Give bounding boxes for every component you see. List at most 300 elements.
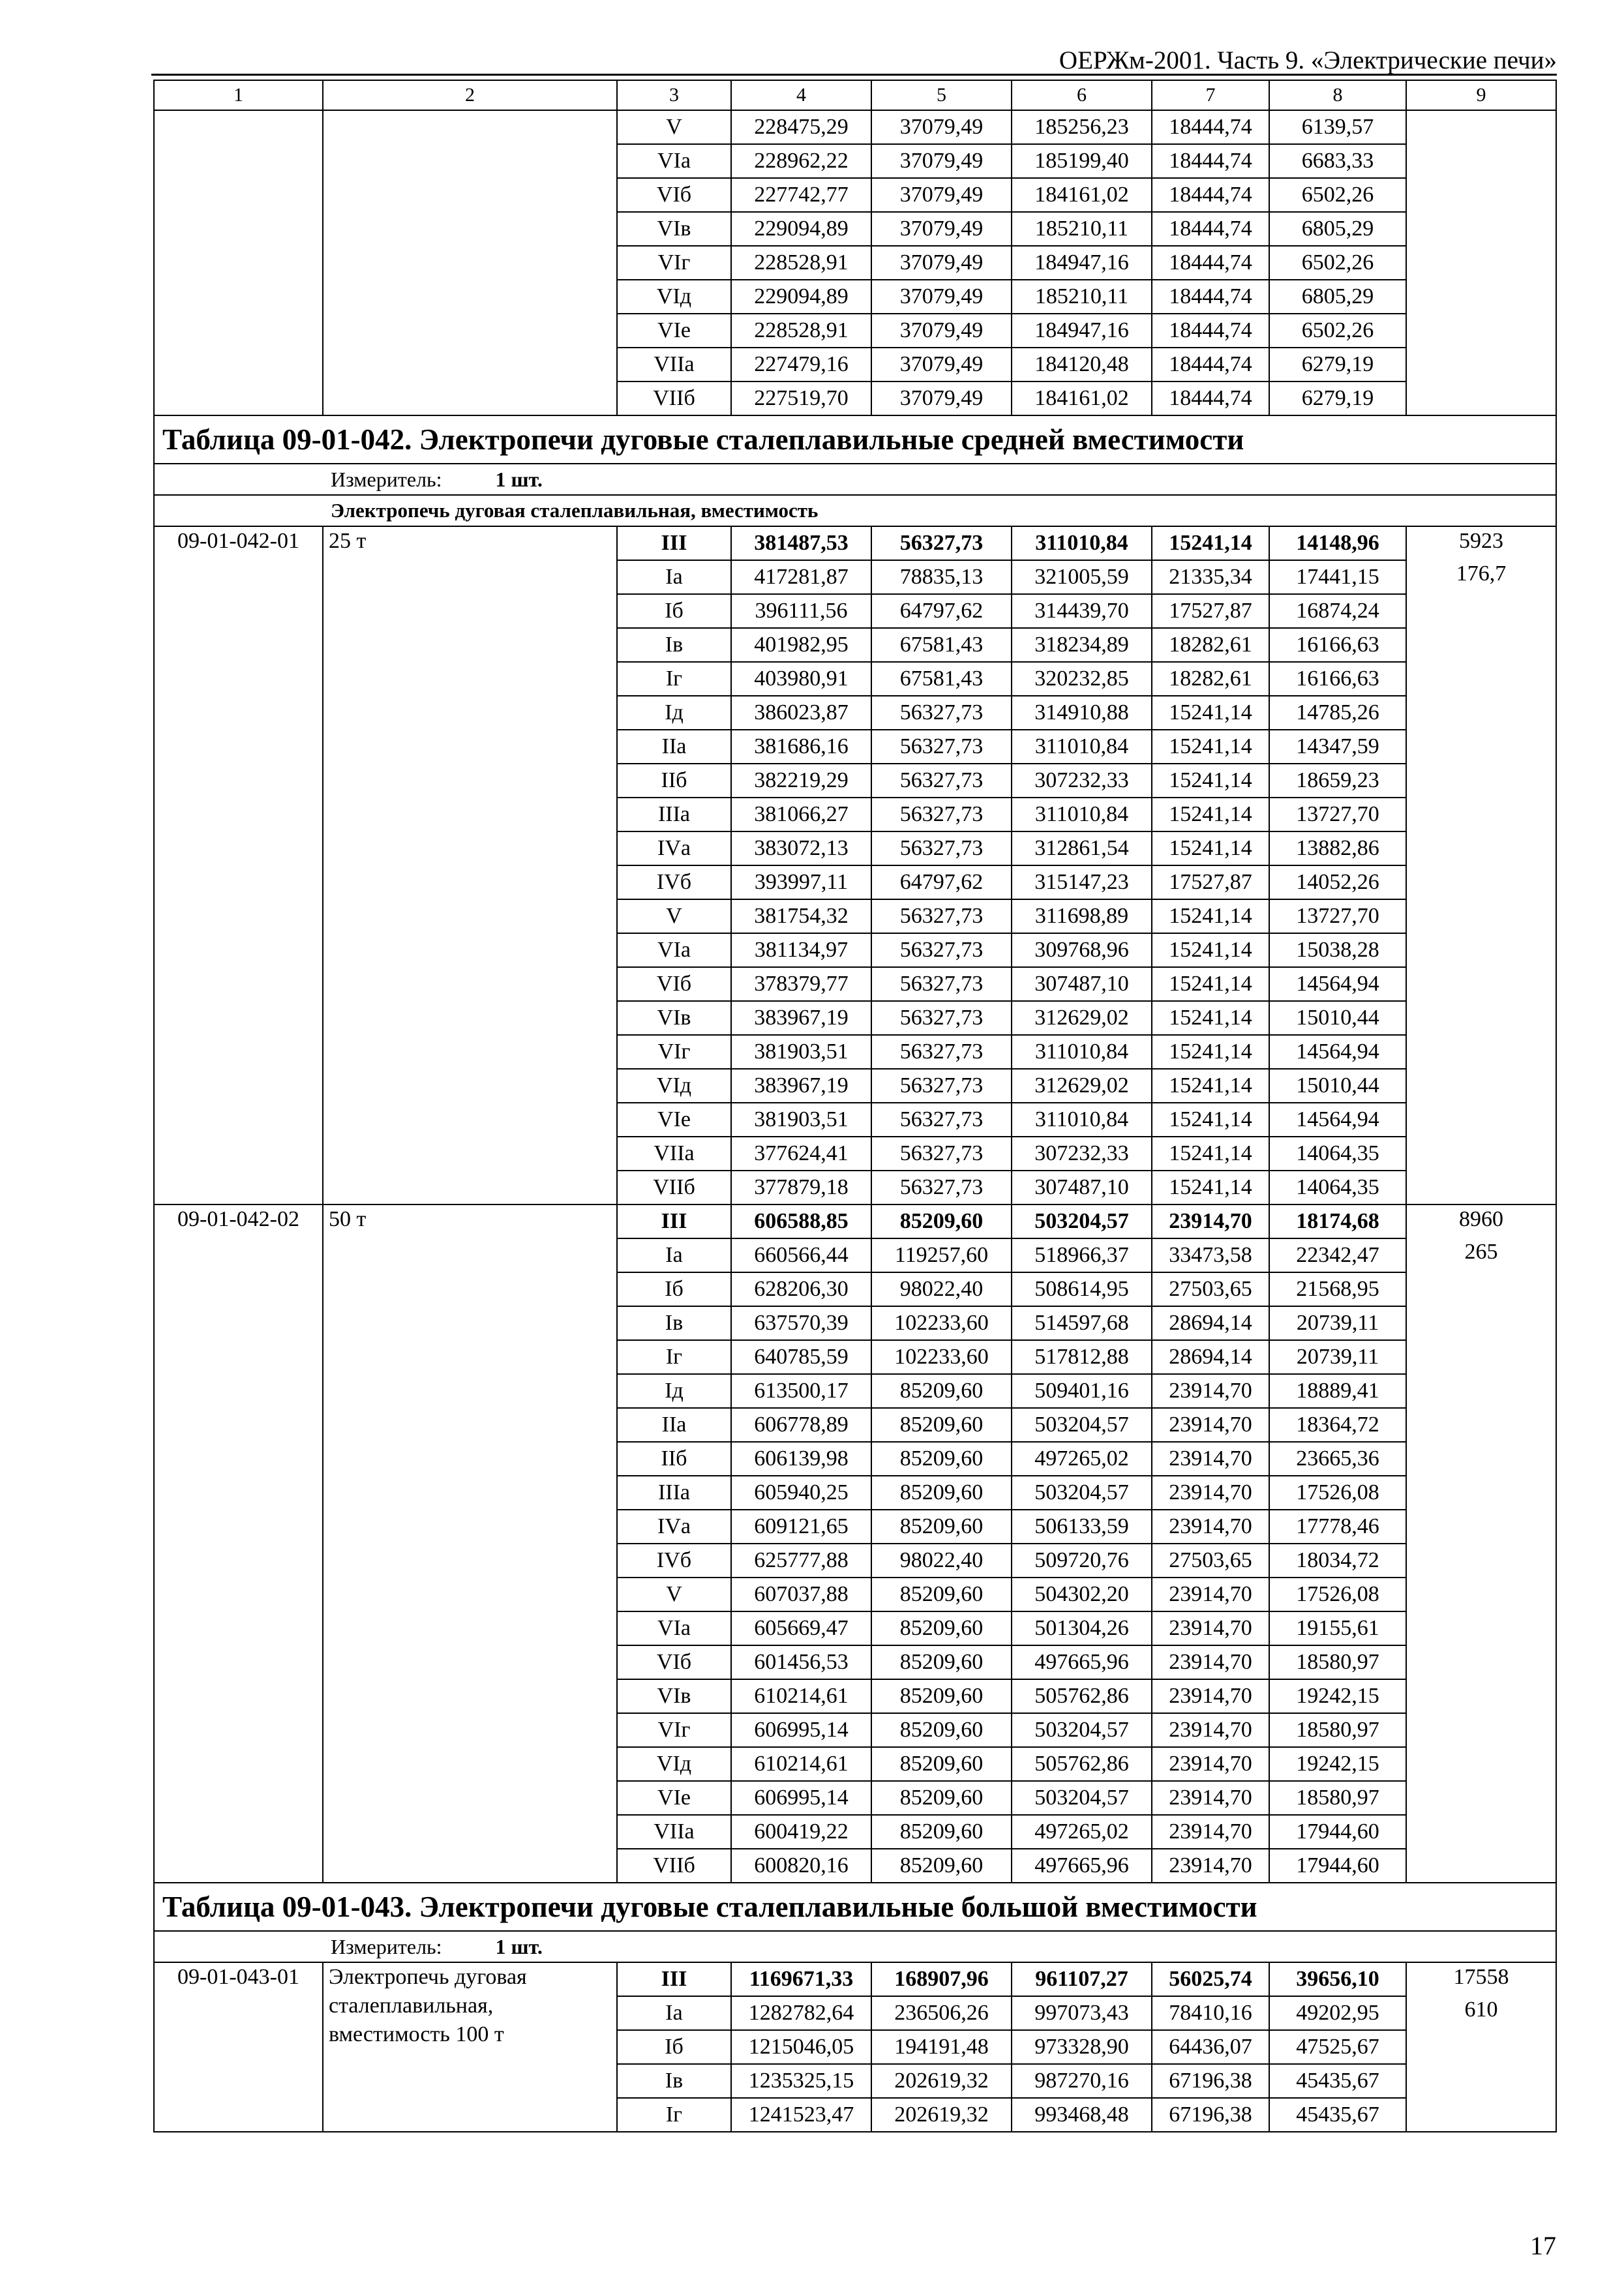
value-cell: 37079,49 [871, 144, 1012, 178]
value-cell: 503204,57 [1012, 1408, 1152, 1442]
zone-cell: V [617, 899, 731, 933]
value-cell: 312629,02 [1012, 1001, 1152, 1035]
value-cell: 227479,16 [731, 348, 871, 382]
value-cell: 22342,47 [1269, 1238, 1406, 1272]
value-cell: 23914,70 [1152, 1781, 1269, 1815]
value-cell: 6279,19 [1269, 382, 1406, 415]
value-cell: 23914,70 [1152, 1611, 1269, 1645]
value-cell: 185210,11 [1012, 212, 1152, 246]
value-cell: 18444,74 [1152, 382, 1269, 415]
zone-cell: Iа [617, 1996, 731, 2030]
value-cell: 503204,57 [1012, 1476, 1152, 1510]
value-cell: 227742,77 [731, 178, 871, 212]
name-cell [323, 110, 617, 415]
value-cell: 497265,02 [1012, 1442, 1152, 1476]
value-cell: 56327,73 [871, 1171, 1012, 1204]
value-cell: 14564,94 [1269, 1103, 1406, 1137]
zone-cell: IVб [617, 1544, 731, 1578]
value-cell: 168907,96 [871, 1962, 1012, 1996]
value-cell: 14064,35 [1269, 1137, 1406, 1171]
value-cell: 202619,32 [871, 2064, 1012, 2098]
value-cell: 23914,70 [1152, 1645, 1269, 1679]
value-cell: 37079,49 [871, 314, 1012, 348]
value-cell: 15038,28 [1269, 933, 1406, 967]
zone-cell: Iв [617, 1306, 731, 1340]
value-cell: 23914,70 [1152, 1713, 1269, 1747]
value-cell: 1215046,05 [731, 2030, 871, 2064]
value-cell: 37079,49 [871, 212, 1012, 246]
value-cell: 15241,14 [1152, 1069, 1269, 1103]
value-cell: 605940,25 [731, 1476, 871, 1510]
value-cell: 381903,51 [731, 1035, 871, 1069]
value-cell: 606995,14 [731, 1781, 871, 1815]
value-cell: 21568,95 [1269, 1272, 1406, 1306]
resource-cell [1406, 1204, 1556, 1883]
table-title: Таблица 09-01-042. Электропечи дуговые сталеплавильные средней вместимости [154, 415, 1556, 464]
value-cell: 318234,89 [1012, 628, 1152, 662]
column-number-cell: 3 [617, 80, 731, 110]
value-cell: 401982,95 [731, 628, 871, 662]
value-cell: 312861,54 [1012, 831, 1152, 865]
value-cell: 312629,02 [1012, 1069, 1152, 1103]
zone-cell: IIб [617, 1442, 731, 1476]
value-cell: 15241,14 [1152, 1137, 1269, 1171]
value-cell: 18580,97 [1269, 1713, 1406, 1747]
zone-cell: VIд [617, 1747, 731, 1781]
value-cell: 185210,11 [1012, 280, 1152, 314]
value-cell: 56327,73 [871, 831, 1012, 865]
value-cell: 18444,74 [1152, 246, 1269, 280]
value-cell: 973328,90 [1012, 2030, 1152, 2064]
zone-cell: III [617, 1962, 731, 1996]
column-number-cell: 8 [1269, 80, 1406, 110]
value-cell: 14052,26 [1269, 865, 1406, 899]
value-cell: 505762,86 [1012, 1747, 1152, 1781]
value-cell: 378379,77 [731, 967, 871, 1001]
value-cell: 56327,73 [871, 730, 1012, 764]
value-cell: 78835,13 [871, 560, 1012, 594]
value-cell: 85209,60 [871, 1747, 1012, 1781]
zone-cell: Iг [617, 1340, 731, 1374]
zone-cell: Iв [617, 628, 731, 662]
section-subtitle: Электропечь дуговая сталеплавильная, вместимость [154, 495, 1556, 526]
resource-value: 8960 [1459, 1207, 1503, 1231]
header-rule [151, 74, 1557, 76]
value-cell: 47525,67 [1269, 2030, 1406, 2064]
page-number: 17 [1530, 2231, 1556, 2260]
value-cell: 49202,95 [1269, 1996, 1406, 2030]
item-code: 09-01-042-02 [154, 1204, 323, 1883]
zone-cell: VIд [617, 1069, 731, 1103]
item-code: 09-01-042-01 [154, 526, 323, 1204]
zone-cell: VIв [617, 212, 731, 246]
resource-cell [1406, 110, 1556, 415]
value-cell: 102233,60 [871, 1306, 1012, 1340]
value-cell: 497665,96 [1012, 1849, 1152, 1883]
value-cell: 15241,14 [1152, 696, 1269, 730]
zone-cell: VIIб [617, 1849, 731, 1883]
value-cell: 85209,60 [871, 1849, 1012, 1883]
value-cell: 610214,61 [731, 1747, 871, 1781]
resource-value: 17558 [1453, 1965, 1509, 1989]
value-cell: 993468,48 [1012, 2098, 1152, 2132]
value-cell: 18444,74 [1152, 110, 1269, 144]
zone-cell: IVб [617, 865, 731, 899]
value-cell: 314439,70 [1012, 594, 1152, 628]
zone-cell: IIIа [617, 798, 731, 831]
value-cell: 383967,19 [731, 1001, 871, 1035]
zone-cell: Iг [617, 662, 731, 696]
value-cell: 600419,22 [731, 1815, 871, 1849]
value-cell: 19242,15 [1269, 1679, 1406, 1713]
value-cell: 307487,10 [1012, 1171, 1152, 1204]
value-cell: 37079,49 [871, 280, 1012, 314]
zone-cell: Iг [617, 2098, 731, 2132]
value-cell: 17527,87 [1152, 594, 1269, 628]
value-cell: 64797,62 [871, 594, 1012, 628]
zone-cell: VIе [617, 1103, 731, 1137]
value-cell: 509401,16 [1012, 1374, 1152, 1408]
value-cell: 23665,36 [1269, 1442, 1406, 1476]
resource-cell [1406, 526, 1556, 1204]
value-cell: 6502,26 [1269, 314, 1406, 348]
value-cell: 15241,14 [1152, 730, 1269, 764]
value-cell: 307232,33 [1012, 764, 1152, 798]
value-cell: 18364,72 [1269, 1408, 1406, 1442]
value-cell: 64797,62 [871, 865, 1012, 899]
value-cell: 6805,29 [1269, 280, 1406, 314]
zone-cell: VIа [617, 144, 731, 178]
value-cell: 85209,60 [871, 1374, 1012, 1408]
value-cell: 13727,70 [1269, 899, 1406, 933]
value-cell: 503204,57 [1012, 1713, 1152, 1747]
value-cell: 85209,60 [871, 1510, 1012, 1544]
item-name: 25 т [323, 526, 617, 1204]
unit-value: 1 шт. [495, 468, 543, 491]
value-cell: 45435,67 [1269, 2098, 1406, 2132]
zone-cell: Iб [617, 1272, 731, 1306]
value-cell: 56025,74 [1152, 1962, 1269, 1996]
resource-value: 176,7 [1456, 561, 1507, 586]
value-cell: 228475,29 [731, 110, 871, 144]
value-cell: 606995,14 [731, 1713, 871, 1747]
value-cell: 637570,39 [731, 1306, 871, 1340]
resource-value: 5923 [1459, 529, 1503, 553]
value-cell: 20739,11 [1269, 1306, 1406, 1340]
value-cell: 56327,73 [871, 764, 1012, 798]
value-cell: 16166,63 [1269, 628, 1406, 662]
zone-cell: VIб [617, 1645, 731, 1679]
unit-label: Измеритель: [331, 1935, 442, 1958]
value-cell: 37079,49 [871, 246, 1012, 280]
value-cell: 382219,29 [731, 764, 871, 798]
zone-cell: Iв [617, 2064, 731, 2098]
value-cell: 321005,59 [1012, 560, 1152, 594]
value-cell: 102233,60 [871, 1340, 1012, 1374]
value-cell: 660566,44 [731, 1238, 871, 1272]
value-cell: 15241,14 [1152, 764, 1269, 798]
value-cell: 315147,23 [1012, 865, 1152, 899]
value-cell: 307232,33 [1012, 1137, 1152, 1171]
value-cell: 6139,57 [1269, 110, 1406, 144]
value-cell: 17526,08 [1269, 1578, 1406, 1611]
zone-cell: IIа [617, 730, 731, 764]
value-cell: 85209,60 [871, 1713, 1012, 1747]
value-cell: 184947,16 [1012, 246, 1152, 280]
zone-cell: Iа [617, 560, 731, 594]
value-cell: 23914,70 [1152, 1374, 1269, 1408]
value-cell: 383072,13 [731, 831, 871, 865]
value-cell: 6805,29 [1269, 212, 1406, 246]
unit-value: 1 шт. [495, 1935, 543, 1958]
value-cell: 18282,61 [1152, 628, 1269, 662]
value-cell: 15241,14 [1152, 831, 1269, 865]
value-cell: 23914,70 [1152, 1204, 1269, 1238]
item-code: 09-01-043-01 [154, 1962, 323, 2132]
value-cell: 56327,73 [871, 933, 1012, 967]
value-cell: 320232,85 [1012, 662, 1152, 696]
value-cell: 381903,51 [731, 1103, 871, 1137]
value-cell: 67581,43 [871, 662, 1012, 696]
value-cell: 396111,56 [731, 594, 871, 628]
value-cell: 28694,14 [1152, 1340, 1269, 1374]
value-cell: 518966,37 [1012, 1238, 1152, 1272]
value-cell: 1241523,47 [731, 2098, 871, 2132]
value-cell: 18580,97 [1269, 1645, 1406, 1679]
value-cell: 18659,23 [1269, 764, 1406, 798]
value-cell: 23914,70 [1152, 1578, 1269, 1611]
value-cell: 381754,32 [731, 899, 871, 933]
value-cell: 37079,49 [871, 110, 1012, 144]
value-cell: 37079,49 [871, 382, 1012, 415]
value-cell: 227519,70 [731, 382, 871, 415]
value-cell: 607037,88 [731, 1578, 871, 1611]
value-cell: 504302,20 [1012, 1578, 1152, 1611]
value-cell: 85209,60 [871, 1408, 1012, 1442]
zone-cell: VIа [617, 1611, 731, 1645]
value-cell: 613500,17 [731, 1374, 871, 1408]
value-cell: 314910,88 [1012, 696, 1152, 730]
running-header-title: ОЕРЖм-2001. Часть 9. «Электрические печи» [1059, 46, 1557, 74]
value-cell: 625777,88 [731, 1544, 871, 1578]
value-cell: 605669,47 [731, 1611, 871, 1645]
value-cell: 497665,96 [1012, 1645, 1152, 1679]
column-number-cell: 4 [731, 80, 871, 110]
value-cell: 640785,59 [731, 1340, 871, 1374]
zone-cell: Iа [617, 1238, 731, 1272]
value-cell: 21335,34 [1152, 560, 1269, 594]
value-cell: 67196,38 [1152, 2098, 1269, 2132]
value-cell: 987270,16 [1012, 2064, 1152, 2098]
value-cell: 37079,49 [871, 348, 1012, 382]
item-name: 50 т [323, 1204, 617, 1883]
value-cell: 15241,14 [1152, 1035, 1269, 1069]
column-number-cell: 7 [1152, 80, 1269, 110]
value-cell: 56327,73 [871, 1137, 1012, 1171]
value-cell: 610214,61 [731, 1679, 871, 1713]
value-cell: 501304,26 [1012, 1611, 1152, 1645]
table-title-row [154, 1883, 1556, 1931]
value-cell: 18174,68 [1269, 1204, 1406, 1238]
zone-cell: VIг [617, 1713, 731, 1747]
resource-value: 265 [1464, 1240, 1498, 1264]
zone-cell: Iд [617, 696, 731, 730]
value-cell: 503204,57 [1012, 1781, 1152, 1815]
value-cell: 311010,84 [1012, 1103, 1152, 1137]
value-cell: 506133,59 [1012, 1510, 1152, 1544]
zone-cell: VIг [617, 246, 731, 280]
value-cell: 13882,86 [1269, 831, 1406, 865]
table-row [154, 1962, 1556, 1996]
value-cell: 56327,73 [871, 1103, 1012, 1137]
value-cell: 17441,15 [1269, 560, 1406, 594]
value-cell: 311010,84 [1012, 1035, 1152, 1069]
value-cell: 17526,08 [1269, 1476, 1406, 1510]
value-cell: 514597,68 [1012, 1306, 1152, 1340]
zone-cell: VIIб [617, 382, 731, 415]
value-cell: 307487,10 [1012, 967, 1152, 1001]
value-cell: 85209,60 [871, 1815, 1012, 1849]
zone-cell: VIа [617, 933, 731, 967]
value-cell: 377624,41 [731, 1137, 871, 1171]
value-cell: 184161,02 [1012, 178, 1152, 212]
price-table-body [154, 80, 1556, 2132]
value-cell: 85209,60 [871, 1781, 1012, 1815]
unit-cell [154, 464, 1556, 495]
value-cell: 997073,43 [1012, 1996, 1152, 2030]
value-cell: 23914,70 [1152, 1408, 1269, 1442]
value-cell: 184947,16 [1012, 314, 1152, 348]
value-cell: 18444,74 [1152, 314, 1269, 348]
subtitle-row [154, 495, 1556, 526]
value-cell: 228962,22 [731, 144, 871, 178]
zone-cell: IIа [617, 1408, 731, 1442]
value-cell: 28694,14 [1152, 1306, 1269, 1340]
value-cell: 85209,60 [871, 1476, 1012, 1510]
table-row [154, 110, 1556, 144]
value-cell: 417281,87 [731, 560, 871, 594]
value-cell: 119257,60 [871, 1238, 1012, 1272]
value-cell: 19242,15 [1269, 1747, 1406, 1781]
value-cell: 393997,11 [731, 865, 871, 899]
value-cell: 23914,70 [1152, 1679, 1269, 1713]
value-cell: 85209,60 [871, 1611, 1012, 1645]
unit-cell [154, 1931, 1556, 1962]
value-cell: 56327,73 [871, 696, 1012, 730]
value-cell: 15241,14 [1152, 967, 1269, 1001]
zone-cell: VIб [617, 967, 731, 1001]
value-cell: 23914,70 [1152, 1510, 1269, 1544]
value-cell: 311010,84 [1012, 730, 1152, 764]
column-number-cell: 5 [871, 80, 1012, 110]
value-cell: 381066,27 [731, 798, 871, 831]
value-cell: 27503,65 [1152, 1272, 1269, 1306]
table-row [154, 526, 1556, 560]
zone-cell: VIе [617, 314, 731, 348]
value-cell: 381487,53 [731, 526, 871, 560]
zone-cell: IIIа [617, 1476, 731, 1510]
value-cell: 15241,14 [1152, 798, 1269, 831]
value-cell: 381686,16 [731, 730, 871, 764]
value-cell: 18580,97 [1269, 1781, 1406, 1815]
zone-cell: Iб [617, 2030, 731, 2064]
value-cell: 20739,11 [1269, 1340, 1406, 1374]
zone-cell: V [617, 110, 731, 144]
table-row [154, 1204, 1556, 1238]
zone-cell: VIг [617, 1035, 731, 1069]
value-cell: 18444,74 [1152, 348, 1269, 382]
value-cell: 1282782,64 [731, 1996, 871, 2030]
value-cell: 600820,16 [731, 1849, 871, 1883]
value-cell: 67581,43 [871, 628, 1012, 662]
value-cell: 78410,16 [1152, 1996, 1269, 2030]
column-number-cell: 6 [1012, 80, 1152, 110]
value-cell: 184120,48 [1012, 348, 1152, 382]
zone-cell: VIд [617, 280, 731, 314]
value-cell: 6683,33 [1269, 144, 1406, 178]
value-cell: 606139,98 [731, 1442, 871, 1476]
zone-cell: IVа [617, 831, 731, 865]
value-cell: 497265,02 [1012, 1815, 1152, 1849]
zone-cell: Iд [617, 1374, 731, 1408]
value-cell: 56327,73 [871, 967, 1012, 1001]
zone-cell: VIIб [617, 1171, 731, 1204]
value-cell: 17527,87 [1152, 865, 1269, 899]
zone-cell: III [617, 526, 731, 560]
value-cell: 311010,84 [1012, 798, 1152, 831]
value-cell: 98022,40 [871, 1544, 1012, 1578]
value-cell: 15241,14 [1152, 899, 1269, 933]
value-cell: 16874,24 [1269, 594, 1406, 628]
value-cell: 229094,89 [731, 212, 871, 246]
zone-cell: VIIа [617, 1815, 731, 1849]
value-cell: 509720,76 [1012, 1544, 1152, 1578]
value-cell: 17944,60 [1269, 1849, 1406, 1883]
zone-cell: VIе [617, 1781, 731, 1815]
value-cell: 23914,70 [1152, 1747, 1269, 1781]
value-cell: 228528,91 [731, 314, 871, 348]
value-cell: 98022,40 [871, 1272, 1012, 1306]
zone-cell: IVа [617, 1510, 731, 1544]
value-cell: 33473,58 [1152, 1238, 1269, 1272]
value-cell: 505762,86 [1012, 1679, 1152, 1713]
value-cell: 311010,84 [1012, 526, 1152, 560]
value-cell: 18889,41 [1269, 1374, 1406, 1408]
running-header [151, 46, 1557, 76]
value-cell: 228528,91 [731, 246, 871, 280]
zone-cell: VIв [617, 1679, 731, 1713]
value-cell: 185199,40 [1012, 144, 1152, 178]
unit-label: Измеритель: [331, 468, 442, 491]
value-cell: 23914,70 [1152, 1442, 1269, 1476]
unit-row [154, 464, 1556, 495]
value-cell: 386023,87 [731, 696, 871, 730]
value-cell: 18282,61 [1152, 662, 1269, 696]
value-cell: 45435,67 [1269, 2064, 1406, 2098]
value-cell: 961107,27 [1012, 1962, 1152, 1996]
value-cell: 14064,35 [1269, 1171, 1406, 1204]
value-cell: 1235325,15 [731, 2064, 871, 2098]
value-cell: 606778,89 [731, 1408, 871, 1442]
value-cell: 15241,14 [1152, 933, 1269, 967]
zone-cell: VIIа [617, 1137, 731, 1171]
value-cell: 39656,10 [1269, 1962, 1406, 1996]
value-cell: 16166,63 [1269, 662, 1406, 696]
value-cell: 56327,73 [871, 526, 1012, 560]
value-cell: 381134,97 [731, 933, 871, 967]
value-cell: 15241,14 [1152, 1171, 1269, 1204]
value-cell: 628206,30 [731, 1272, 871, 1306]
